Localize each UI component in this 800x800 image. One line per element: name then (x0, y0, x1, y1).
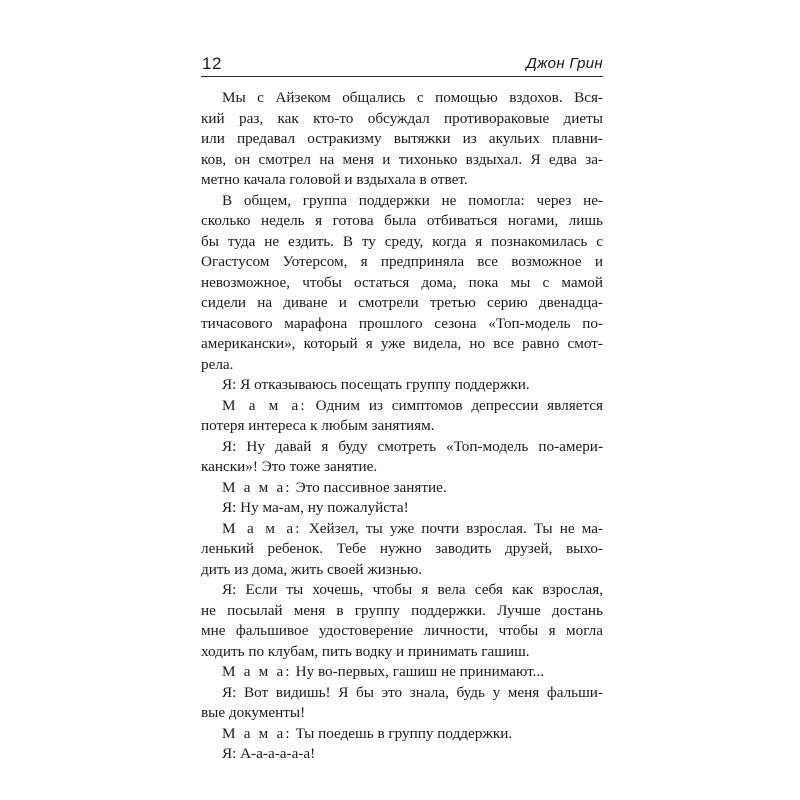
line-text: кански»! Это тоже занятие. (201, 458, 378, 475)
line-text: сколько недель я готова была отбиваться ногами, лишь (201, 212, 603, 229)
dialogue-line (201, 437, 603, 458)
text-line (201, 539, 603, 560)
text-line (201, 109, 603, 130)
speaker-label: М а м а: (222, 478, 292, 496)
text-line (201, 129, 603, 150)
text-line (201, 355, 603, 376)
text-line (201, 457, 603, 478)
text-line (201, 273, 603, 294)
line-text: мне фальшивое удостоверение личности, чтобы я могла (201, 622, 603, 639)
dialogue-line (201, 580, 603, 601)
line-text: Это пассивное занятие. (291, 478, 447, 496)
running-header (201, 50, 603, 77)
line-text: Если ты хочешь, чтобы я вела себя как взрослая, (236, 581, 603, 598)
line-text: Хейзел, ты уже почти взрослая. Ты не ма- (301, 519, 603, 537)
line-text: ходить по клубам, пить водку и принимать гашиш. (201, 642, 530, 660)
line-text: метно качала головой и вздыхала в ответ. (201, 171, 468, 188)
dialogue-line (201, 519, 603, 540)
line-text: кий раз, как кто-то обсуждал противораковые диеты (201, 109, 603, 127)
line-text: Ты поедешь в группу поддержки. (291, 724, 513, 742)
dialogue-line (201, 683, 603, 704)
text-line (201, 170, 603, 191)
text-line (201, 88, 603, 109)
line-text: тичасового марафона прошлого сезона «Топ-модель по- (201, 314, 603, 332)
text-line (201, 703, 603, 724)
text-line (201, 334, 603, 355)
speaker-label: Я: (222, 683, 237, 701)
speaker-label: Я: (222, 745, 237, 762)
line-text: ков, он смотрел на меня и тихонько вздыхал. Я едва за- (201, 150, 603, 168)
running-head-author: Джон Грин (526, 55, 603, 72)
line-text: невозможное, чтобы остаться дома, пока мы с мамой (201, 273, 603, 291)
speaker-label: Я: (222, 581, 237, 598)
dialogue-line (201, 662, 603, 683)
line-text: Огастусом Уотерсом, я предприняла все возможное и (201, 253, 603, 270)
speaker-label: Я: (222, 499, 237, 516)
dialogue-line (201, 396, 603, 417)
speaker-label: Я: (222, 376, 237, 393)
speaker-label: Я: (222, 437, 237, 455)
text-line (201, 293, 603, 314)
line-text: А-а-а-а-а-а! (236, 745, 316, 762)
text-line (201, 416, 603, 437)
line-text: Ну давай я буду смотреть «Топ-модель по-амери- (236, 437, 603, 455)
speaker-label: М а м а: (222, 663, 292, 680)
line-text: бы туда не ездить. В ту среду, когда я познакомилась с (201, 232, 603, 250)
text-line (201, 232, 603, 253)
line-text: сидели на диване и смотрели третью серию двенадца- (201, 294, 603, 311)
line-text: потеря интереса к любым занятиям. (201, 417, 435, 434)
text-line (201, 642, 603, 663)
text-line (201, 150, 603, 171)
text-line (201, 314, 603, 335)
text-line (201, 211, 603, 232)
dialogue-line (201, 498, 603, 519)
dialogue-line (201, 724, 603, 745)
text-line (201, 601, 603, 622)
text-line (201, 252, 603, 273)
line-text: Мы с Айзеком общались с помощью вздохов. Вся- (222, 89, 603, 106)
speaker-label: М а м а: (222, 519, 302, 537)
dialogue-line (201, 375, 603, 396)
body-text (201, 88, 603, 765)
line-text: рела. (201, 355, 234, 373)
line-text: или предавал остракизму вытяжки из акульих плавни- (201, 130, 603, 147)
line-text: дить из дома, жить своей жизнью. (201, 560, 423, 578)
line-text: Я отказываюсь посещать группу поддержки. (236, 376, 530, 393)
line-text: не посылай меня в группу поддержки. Лучше достань (201, 601, 603, 619)
speaker-label: М а м а: (222, 724, 292, 742)
text-line (201, 191, 603, 212)
book-page (201, 50, 603, 770)
page-number: 12 (202, 54, 222, 73)
text-line (201, 560, 603, 581)
line-text: Вот видишь! Я бы это знала, будь у меня фальши- (236, 683, 603, 701)
dialogue-line (201, 478, 603, 499)
line-text: американски», который я уже видела, но все равно смот- (201, 335, 603, 352)
line-text: В общем, группа поддержки не помогла: через не- (222, 191, 603, 209)
speaker-label: М а м а: (222, 396, 307, 414)
line-text: Одним из симптомов депрессии является (306, 396, 603, 414)
line-text: вые документы! (201, 704, 306, 721)
line-text: Ну во-первых, гашиш не принимают... (291, 663, 545, 680)
line-text: ленький ребенок. Тебе нужно заводить друзей, выхо- (201, 540, 603, 557)
text-line (201, 621, 603, 642)
line-text: Ну ма-ам, ну пожалуйста! (236, 499, 409, 516)
dialogue-line (201, 744, 603, 765)
